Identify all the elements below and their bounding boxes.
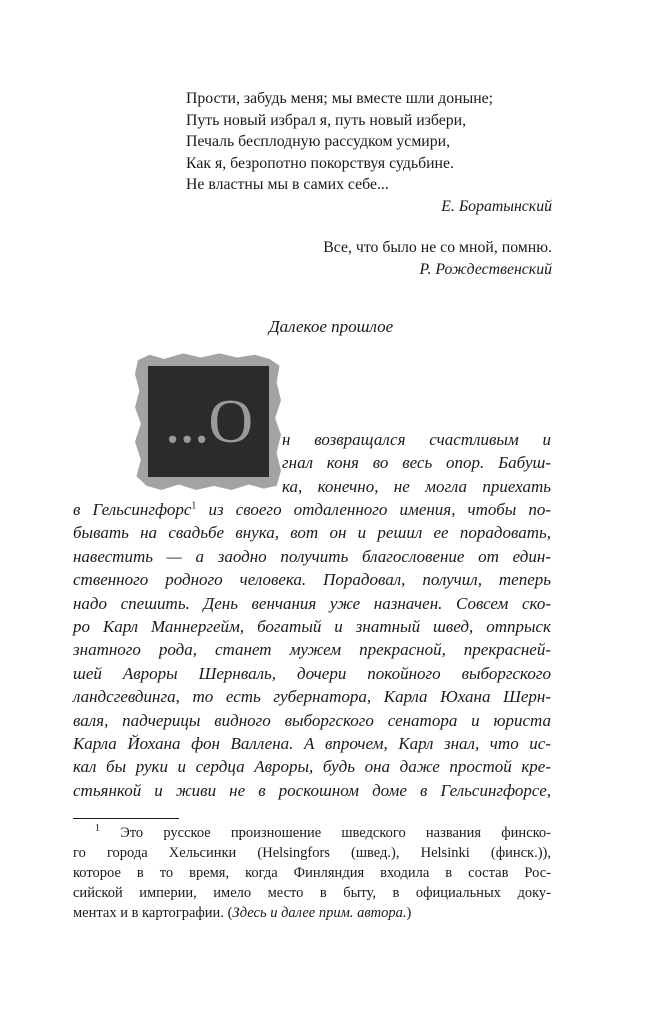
verse-line: Печаль бесплодную рассудком усмири,	[186, 133, 451, 150]
drop-cap-box	[148, 366, 269, 477]
body-indented-lines	[282, 428, 551, 498]
footnote-closing: )	[406, 905, 412, 921]
footnote-line: которое в то время, когда Финляндия входила в состав Рос-	[73, 865, 551, 881]
footnote-mark: 1	[95, 823, 100, 835]
body-line: Карла Йохана фон Валлена. А впрочем, Карл знал, что ис-	[73, 734, 551, 754]
body-line: н возвращался счастливым и	[282, 430, 551, 449]
epigraph-author: Р. Рождественский	[419, 260, 552, 278]
footnote	[73, 823, 551, 923]
footnote-line	[73, 823, 551, 843]
body-line: гнал коня во весь опор. Бабуш-	[282, 453, 551, 473]
verse-line: Все, что было не со мной, помню.	[323, 239, 552, 256]
drop-cap-letter: ...О	[164, 387, 253, 456]
drop-cap	[135, 352, 281, 490]
footnote-author-note: Здесь и далее прим. автора.	[232, 905, 407, 921]
footnote-line: сийской империи, имело место в быту, в официальных доку-	[73, 885, 551, 901]
body-line: кал бы руки и сердца Авроры, будь она даже простой кре-	[73, 757, 551, 777]
body-line: валя, падчерицы видного выборгского сенатора и юриста	[73, 710, 551, 730]
verse-line: Путь новый избрал я, путь новый избери,	[186, 111, 467, 129]
footnote-line: го города Хельсинки (Helsingfors (швед.), Helsinki (финск.)),	[73, 845, 551, 861]
body-line-with-footnote	[73, 498, 551, 521]
body-line: шей Авроры Шернваль, дочери покойного выборгского	[73, 663, 551, 683]
body-line-start: в Гельсингфорс	[73, 500, 192, 519]
footnote-text: ментах и в картографии. (	[73, 905, 233, 921]
body-line: стьянкой и живи не в роскошном доме в Гельсингфорсе,	[73, 780, 551, 800]
footnote-reference[interactable]: 1	[191, 500, 197, 512]
body-line: надо спешить. День венчания уже назначен. Совсем ско-	[73, 593, 551, 613]
body-text	[73, 498, 551, 802]
body-line: навестить — а заодно получить благословение от един-	[73, 546, 551, 566]
verse-line: Прости, забудь меня; мы вместе шли доныне;	[186, 90, 494, 107]
body-line: ландсгевдинга, то есть губернатора, Карла Юхана Шерн-	[73, 687, 551, 707]
footnote-line	[73, 903, 551, 923]
verse-line: Не властны мы в самих себе...	[186, 176, 389, 193]
body-line: ственного родного человека. Порадовал, получил, теперь	[73, 570, 551, 590]
epigraph-author: Е. Боратынский	[441, 197, 552, 215]
chapter-title: Далекое прошлое	[268, 317, 394, 336]
body-line: бывать на свадьбе внука, вот он и решил ее порадовать,	[73, 523, 551, 543]
footnote-text: Это русское произношение шведского названия финско-	[120, 825, 552, 841]
verse-line: Как я, безропотно покорствуя судьбине.	[186, 154, 454, 172]
body-line: ро Карл Маннергейм, богатый и знатный швед, отпрыск	[73, 617, 551, 637]
epigraph-baratynsky	[186, 88, 552, 217]
body-line: знатного рода, станет мужем прекрасной, прекрасней-	[73, 640, 551, 660]
body-line: ка, конечно, не могла приехать	[282, 476, 551, 496]
epigraph-rozhdestvensky	[186, 237, 552, 280]
body-line-end: из своего отдаленного имения, чтобы по-	[196, 500, 551, 519]
footnote-divider	[73, 818, 179, 819]
